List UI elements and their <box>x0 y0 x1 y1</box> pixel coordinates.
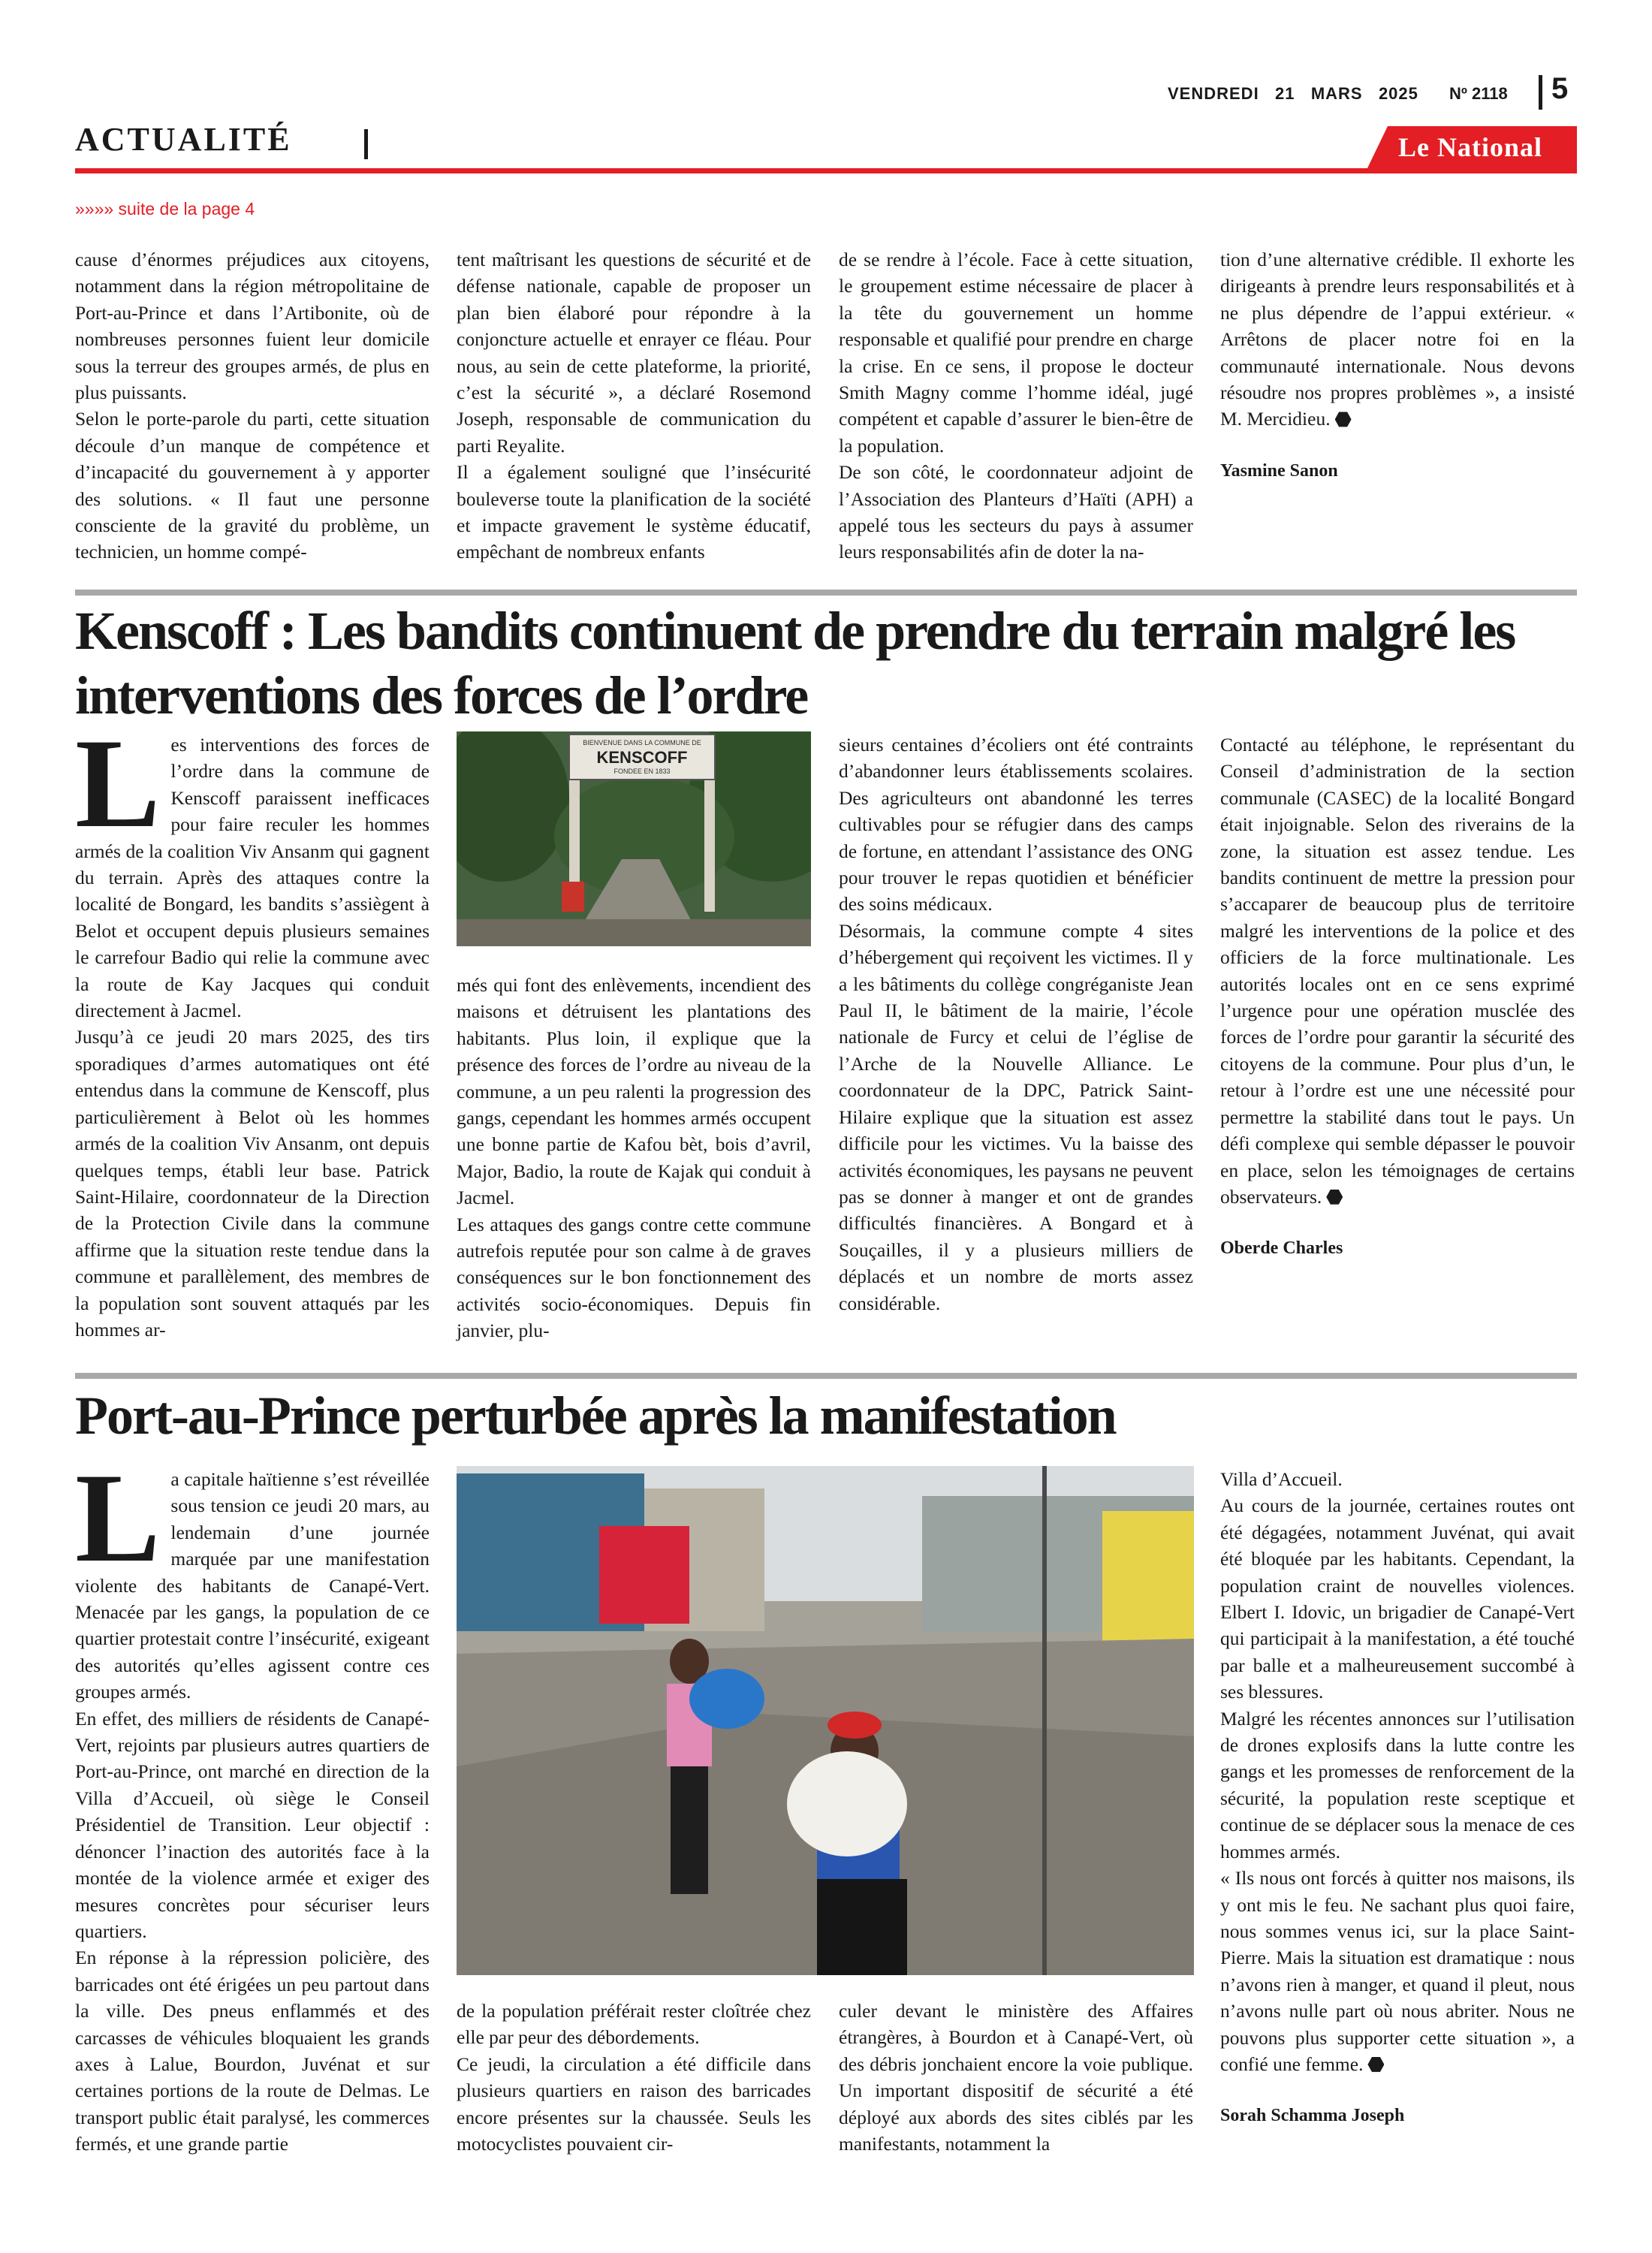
issue-number: Nº 2118 <box>1449 84 1508 103</box>
paragraph: més qui font des enlèvements, incendient des maisons et détruisent les plantations des habitants. Plus loin, il explique que la présence des forces de l’ordre au niveau de la commune, a un peu ralenti la progression des gangs, cependant les hommes armés occupent une bonne partie de Kafou bèt, bois d’avril, Major, Badio, la route de Kajak qui conduit à Jacmel. <box>457 974 811 1209</box>
article1-col2 <box>457 246 811 566</box>
paragraph: tion d’une alternative crédible. Il exhorte les dirigeants à prendre leurs responsabilités et à ne plus dépendre de l’appui extérieur. « Arrêtons de placer notre foi en la communauté internationale. Nous devons résoudre nos propres problèmes », a insisté M. Mercidieu. <box>1220 249 1575 430</box>
article1-col4 <box>1220 246 1575 484</box>
end-bullet-icon <box>1367 2056 1384 2073</box>
paragraph: de la population préférait rester cloîtrée chez elle par peur des débordements. <box>457 2000 811 2049</box>
article1-col1 <box>75 246 430 566</box>
paragraph: Désormais, la commune compte 4 sites d’hébergement qui reçoivent les victimes. Il y a les bâtiments du collège congréganiste Jean Paul II, le bâtiment de la mairie, l’école nationale de Furcy et celui de l’église de l’Arche de la Nouvelle Alliance. Le coordonnateur de la DPC, Patrick Saint-Hilaire explique que la situation est assez difficile pour les victimes. Vu la baisse des activités économiques, les paysans ne peuvent pas se donner à manger et ont de grandes difficultés financières. A Bongard et à Souçailles, il y a plusieurs milliers de déplacés et un nombre de morts assez considérable. <box>839 919 1193 1314</box>
author-byline: Yasmine Sanon <box>1220 460 1338 481</box>
author-byline: Oberde Charles <box>1220 1238 1343 1259</box>
paragraph: Selon le porte-parole du parti, cette situation découle d’un manque de compétence et d’incapacité du gouvernement à y apporter des solutions. « Il faut une personne consciente de la gravité du problème, un technicien, un homme compé- <box>75 408 430 563</box>
paragraph: La capitale haïtienne s’est réveillée sous tension ce jeudi 20 mars, au lendemain d’une journée marquée par une manifestation violente des habitants de Canapé-Vert. Menacée par les gangs, la population de ce quartier protestait contre l’insécurité, exigeant des autorités qu’elles agissent contre ces groupes armés. <box>75 1447 430 1703</box>
article1-col3 <box>839 246 1193 566</box>
article2-col3 <box>839 731 1193 1317</box>
paragraph: Les attaques des gangs contre cette commune autrefois reputée pour son calme à de graves conséquences sur le bon fonctionnement des activités socio-économiques. Depuis fin janvier, plu- <box>457 1213 811 1342</box>
paragraph: Malgré les récentes annonces sur l’utilisation de drones explosifs dans la lutte contre les gangs et les promesses de renforcement de la sécurité, la population reste sceptique et continue de se déplacer sous la menace de ces hommes armés. <box>1220 1707 1575 1862</box>
photo-scenery <box>457 1466 1194 1975</box>
continued-from: »»»» suite de la page 4 <box>75 199 255 219</box>
drop-cap: L <box>75 1447 161 1588</box>
drop-cap: L <box>75 713 161 854</box>
photo-sign-bottom: FONDEE EN 1833 <box>613 768 671 775</box>
paragraph: De son côté, le coordonnateur adjoint de l’Association des Planteurs d’Haïti (APH) a appelé tous les secteurs du pays à assumer leurs responsabilités afin de doter la na- <box>839 461 1193 563</box>
paragraph: Au cours de la journée, certaines routes ont été dégagées, notamment Juvénat, qui avait été bloquée par les habitants. Cependant, la population craint de nouvelles violences. Elbert I. Idovic, un brigadier de Canapé-Vert qui participait à la manifestation, a été touché par balle et a malheureusement succombé à ses blessures. <box>1220 1494 1575 1703</box>
paragraph: Contacté au téléphone, le représentant du Conseil d’administration de la section communale (CASEC) de la localité Bongard était injoignable. Selon des riverains de la zone, la situation est assez tendue. Les bandits continuent de mettre la pression pour s’accaparer de beaucoup plus de territoire malgré les interventions de la police et des officiers de la force multinationale. Les autorités locales ont en ce sens exprimé l’urgence pour une opération musclée des forces de l’ordre pour garantir la sécurité des citoyens de la commune. Pour plus d’un, le retour à l’ordre est une une nécessité pour permettre la stabilité dans tout le pays. Un défi complexe qui semble dépasser le pouvoir en place, selon les témoignages de certains observateurs. <box>1220 734 1575 1208</box>
paragraph: Ce jeudi, la circulation a été difficile dans plusieurs quartiers en raison des barricades encore présentes sur la chaussée. Seuls les motocyclistes pouvaient cir- <box>457 2052 811 2155</box>
article3-col3 <box>839 1998 1193 2157</box>
paragraph: Villa d’Accueil. <box>1220 1468 1343 1490</box>
section-rule <box>75 590 1577 596</box>
header-rule <box>75 168 1577 173</box>
issue-date: VENDREDI 21 MARS 2025 <box>1168 84 1418 103</box>
section-rule <box>75 1373 1577 1379</box>
paragraph: Il a également souligné que l’insécurité bouleverse toute la planification de la société et impacte gravement le système éducatif, empêchant de nombreux enfants <box>457 461 811 563</box>
paragraph: culer devant le ministère des Affaires étrangères, à Bourdon et à Canapé-Vert, où des débris jonchaient encore la voie publique. Un important dispositif de sécurité a été déployé aux abords des sites ciblés par les manifestants, notamment la <box>839 2000 1193 2155</box>
end-bullet-icon <box>1335 411 1352 427</box>
paragraph: de se rendre à l’école. Face à cette situation, le groupement estime nécessaire de placer à la tête du gouvernement un homme responsable et qualifié pour prendre en charge la crise. En ce sens, il propose le docteur Smith Magny comme l’homme idéal, jugé compétent et capable d’assurer le bien-être de la population. <box>839 249 1193 457</box>
street-protest-photo <box>457 1466 1194 1975</box>
photo-sign-top: BIENVENUE DANS LA COMMUNE DE <box>583 739 701 746</box>
article3-col4 <box>1220 1466 1575 2130</box>
page-number: 5 <box>1551 72 1569 105</box>
section-title: ACTUALITÉ <box>75 121 292 158</box>
paragraph: cause d’énormes préjudices aux citoyens, notamment dans la région métropolitaine de Port-au-Prince et dans l’Artibonite, où de nombreuses personnes fuient leur domicile sous la terreur des groupes armés, de plus en plus puissants. <box>75 249 430 404</box>
article2-col2 <box>457 972 811 1344</box>
paragraph: En effet, des milliers de résidents de Canapé-Vert, rejoints par plusieurs autres quartiers de Port-au-Prince, ont marché en direction de la Villa d’Accueil, où siège le Conseil Présidentiel de Transition. Leur objectif : dénoncer l’inaction des autorités face à la montée de la violence armée et exiger des mesures concrètes pour sécuriser leurs quartiers. <box>75 1707 430 1942</box>
kenscoff-gate-photo <box>457 731 811 946</box>
page-number-divider <box>1539 75 1542 110</box>
paragraph: Les interventions des forces de l’ordre dans la commune de Kenscoff paraissent inefficaces pour faire reculer les hommes armés de la coalition Viv Ansanm qui gagnent du terrain. Après des attaques contre la localité de Bongard, les bandits s’assiègent à Belot et occupent depuis plusieurs semaines le carrefour Badio qui relie la commune avec la route de Kay Jacques qui conduit directement à Jacmel. <box>75 713 430 1022</box>
author-byline: Sorah Schamma Joseph <box>1220 2106 1405 2126</box>
photo-sign: KENSCOFF <box>596 748 688 767</box>
section-divider <box>364 129 368 159</box>
brand-name: Le National <box>1397 132 1542 162</box>
end-bullet-icon <box>1326 1189 1343 1205</box>
article2-col4 <box>1220 731 1575 1262</box>
article3-col1 <box>75 1447 430 2158</box>
article2-col1 <box>75 713 430 1343</box>
paragraph: En réponse à la répression policière, des barricades ont été érigées un peu partout dans la ville. Des pneus enflammés et des carcasses de véhicules bloquaient les grands axes à Lalue, Bourdon, Juvénat et sur certaines portions de la route de Delmas. Le transport public était paralysé, les commerces fermés, et une grande partie <box>75 1947 430 2155</box>
paragraph: Jusqu’à ce jeudi 20 mars 2025, des tirs sporadiques d’armes automatiques ont été entendus dans la commune de Kenscoff, plus particulièrement à Belot où les hommes armés de la coalition Viv Ansanm, ont depuis quelques temps, établi leur base. Patrick Saint-Hilaire, coordonnateur de la Direction de la Protection Civile dans la commune affirme que la situation reste tendue dans la commune et parallèlement, des membres de la population sont souvent attaqués par les hommes ar- <box>75 1026 430 1341</box>
paragraph: « Ils nous ont forcés à quitter nos maisons, ils y ont mis le feu. Ne sachant plus quoi faire, nous sommes venus ici, sur la place Saint-Pierre. Mais la situation est dramatique : nous n’avons rien à manger, et quand il pleut, nous n’avons nulle part où nous abriter. Nous ne pouvons plus supporter cette situation », a confié une femme. <box>1220 1867 1575 2075</box>
paragraph: tent maîtrisant les questions de sécurité et de défense nationale, capable de proposer un plan bien élaboré pour répondre à la conjoncture actuelle et enrayer ce fléau. Pour nous, au sein de cette plateforme, la priorité, c’est la sécurité », a déclaré Rosemond Joseph, responsable de communication du parti Reyalite. <box>457 249 811 457</box>
article2-headline: Kenscoff : Les bandits continuent de prendre du terrain malgré les interventions des forces de l’ordre <box>75 601 1515 725</box>
paragraph: sieurs centaines d’écoliers ont été contraints d’abandonner leurs établissements scolaires. Des agriculteurs ont abandonné les terres cultivables pour se réfugier dans des camps de fortune, en attendant l’assistance des ONG pour trouver le repas quotidien et bénéficier des soins médicaux. <box>839 734 1193 915</box>
article3-col2 <box>457 1998 811 2157</box>
article3-headline: Port-au-Prince perturbée après la manifestation <box>75 1386 1116 1446</box>
